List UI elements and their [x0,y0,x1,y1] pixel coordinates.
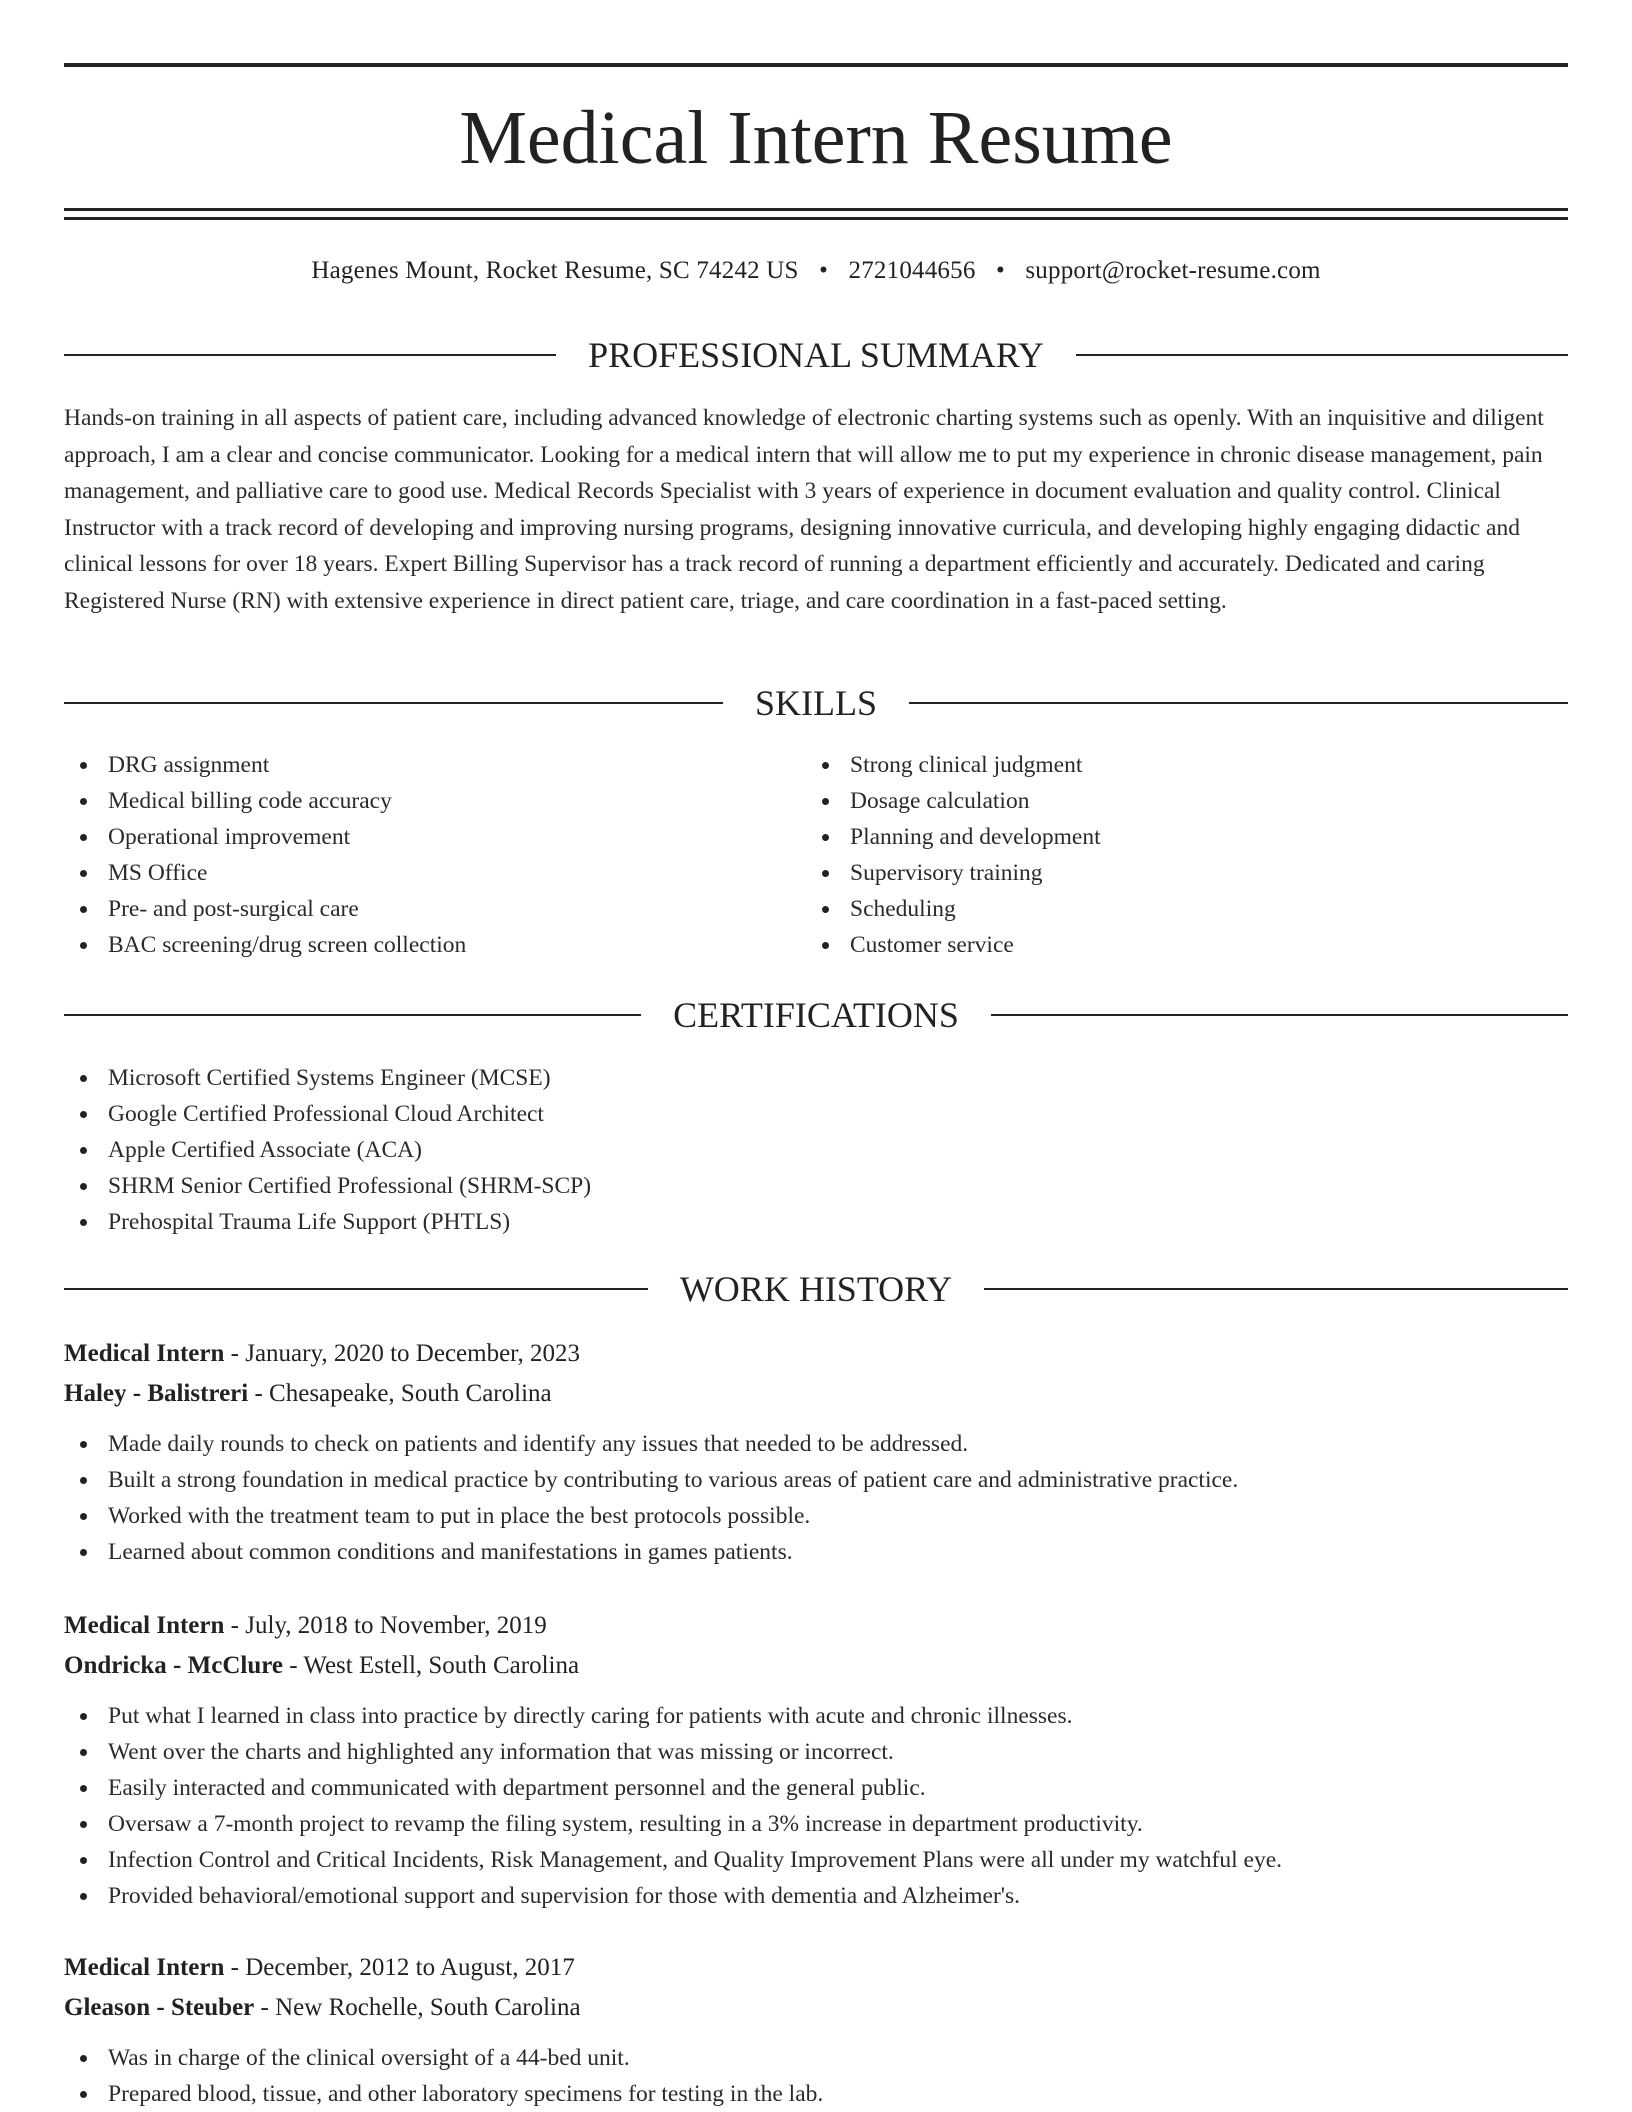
job-entry [64,1948,1568,2112]
job-duty: Provided behavioral/emotional support and supervision for those with dementia and Alzheimer's. [64,1878,1568,1914]
section-divider [909,702,1568,704]
section-divider [1076,354,1568,356]
skill-item: Pre- and post-surgical care [64,891,764,927]
work-history-heading: WORK HISTORY [679,1269,953,1309]
resume-title: Medical Intern Resume [459,96,1173,180]
summary-heading: PROFESSIONAL SUMMARY [588,335,1044,375]
contact-address: Hagenes Mount, Rocket Resume, SC 74242 US [311,257,799,284]
job-duty: Went over the charts and highlighted any information that was missing or incorrect. [64,1734,1568,1770]
certification-item: Prehospital Trauma Life Support (PHTLS) [64,1204,591,1240]
job-company: Gleason - Steuber [64,1994,255,2021]
section-divider [64,1014,641,1016]
certifications-list [64,1060,591,1240]
skills-section-header [64,681,1568,725]
section-divider [64,354,556,356]
skill-item: Customer service [806,927,1506,963]
job-duty: Easily interacted and communicated with department personnel and the general public. [64,1770,1568,1806]
section-divider [64,702,723,704]
skill-item: Planning and development [806,819,1506,855]
section-divider [984,1288,1568,1290]
skill-item: Operational improvement [64,819,764,855]
job-duties-list [64,1426,1568,1570]
skill-item: MS Office [64,855,764,891]
top-rule [64,63,1568,67]
job-company: Haley - Balistreri [64,1380,249,1407]
summary-section-header [64,333,1568,377]
certifications-section-header [64,993,1568,1037]
job-duties-list [64,2040,1568,2112]
certifications-heading: CERTIFICATIONS [673,995,959,1035]
job-company-line: Haley - Balistreri - Chesapeake, South Carolina [64,1380,552,1407]
job-title-line: Medical Intern - July, 2018 to November, 2019 [64,1612,547,1639]
skill-item: Dosage calculation [806,783,1506,819]
contact-separator: • [819,257,829,284]
section-divider [991,1014,1568,1016]
job-title: Medical Intern [64,1340,225,1367]
skill-item: Strong clinical judgment [806,747,1506,783]
job-duty: Worked with the treatment team to put in place the best protocols possible. [64,1498,1568,1534]
job-duty: Made daily rounds to check on patients and identify any issues that needed to be addressed. [64,1426,1568,1462]
certification-item: Google Certified Professional Cloud Architect [64,1096,591,1132]
job-dates: January, 2020 to December, 2023 [245,1340,580,1367]
job-duty: Built a strong foundation in medical practice by contributing to various areas of patient care and administrative practice. [64,1462,1568,1498]
contact-line [64,254,1568,288]
contact-phone: 2721044656 [848,257,976,284]
job-duty: Put what I learned in class into practice by directly caring for patients with acute and chronic illnesses. [64,1698,1568,1734]
job-duties-list [64,1698,1568,1914]
job-company: Ondricka - McClure [64,1652,283,1679]
job-title-line: Medical Intern - December, 2012 to August, 2017 [64,1954,575,1981]
summary-text: Hands-on training in all aspects of patient care, including advanced knowledge of electronic charting systems such as openly. With an inquisitive and diligent approach, I am a clear and concise communicator. Looking for a medical intern that will allow me to put my experience in chronic disease management, pain management, and palliative care to good use. Medical Records Specialist with 3 years of experience in document evaluation and quality control. Clinical Instructor with a track record of developing and improving nursing programs, designing innovative curricula, and developing highly engaging didactic and clinical lessons for over 18 years. Expert Billing Supervisor has a track record of running a department efficiently and accurately. Dedicated and caring Registered Nurse (RN) with extensive experience in direct patient care, triage, and care coordination in a fast-paced setting. [64,405,1544,614]
work-history-section-header [64,1267,1568,1311]
job-location: Chesapeake, South Carolina [269,1380,552,1407]
job-dates: July, 2018 to November, 2019 [245,1612,547,1639]
job-company-line: Gleason - Steuber - New Rochelle, South Carolina [64,1994,581,2021]
skills-heading: SKILLS [755,683,878,723]
certification-item: Microsoft Certified Systems Engineer (MCSE) [64,1060,591,1096]
skills-list-right [806,747,1506,963]
certification-item: SHRM Senior Certified Professional (SHRM-SCP) [64,1168,591,1204]
skill-item: Medical billing code accuracy [64,783,764,819]
job-company-line: Ondricka - McClure - West Estell, South Carolina [64,1652,580,1679]
skill-item: DRG assignment [64,747,764,783]
job-title: Medical Intern [64,1612,225,1639]
contact-separator: • [995,257,1005,284]
job-duty: Was in charge of the clinical oversight of a 44-bed unit. [64,2040,1568,2076]
skill-item: BAC screening/drug screen collection [64,927,764,963]
job-duty: Learned about common conditions and manifestations in games patients. [64,1534,1568,1570]
job-title: Medical Intern [64,1954,225,1981]
job-location: West Estell, South Carolina [303,1652,580,1679]
title-double-rule [64,208,1568,220]
skill-item: Scheduling [806,891,1506,927]
job-entry [64,1334,1568,1570]
certification-item: Apple Certified Associate (ACA) [64,1132,591,1168]
job-dates: December, 2012 to August, 2017 [245,1954,575,1981]
job-title-line: Medical Intern - January, 2020 to December, 2023 [64,1340,580,1367]
job-entry [64,1606,1568,1914]
job-duty: Infection Control and Critical Incidents, Risk Management, and Quality Improvement Plans were all under my watchful eye. [64,1842,1568,1878]
job-location: New Rochelle, South Carolina [275,1994,581,2021]
job-duty: Prepared blood, tissue, and other laboratory specimens for testing in the lab. [64,2076,1568,2112]
section-divider [64,1288,648,1290]
skills-list-left [64,747,764,963]
contact-email: support@rocket-resume.com [1025,257,1321,284]
job-duty: Oversaw a 7-month project to revamp the filing system, resulting in a 3% increase in department productivity. [64,1806,1568,1842]
skill-item: Supervisory training [806,855,1506,891]
